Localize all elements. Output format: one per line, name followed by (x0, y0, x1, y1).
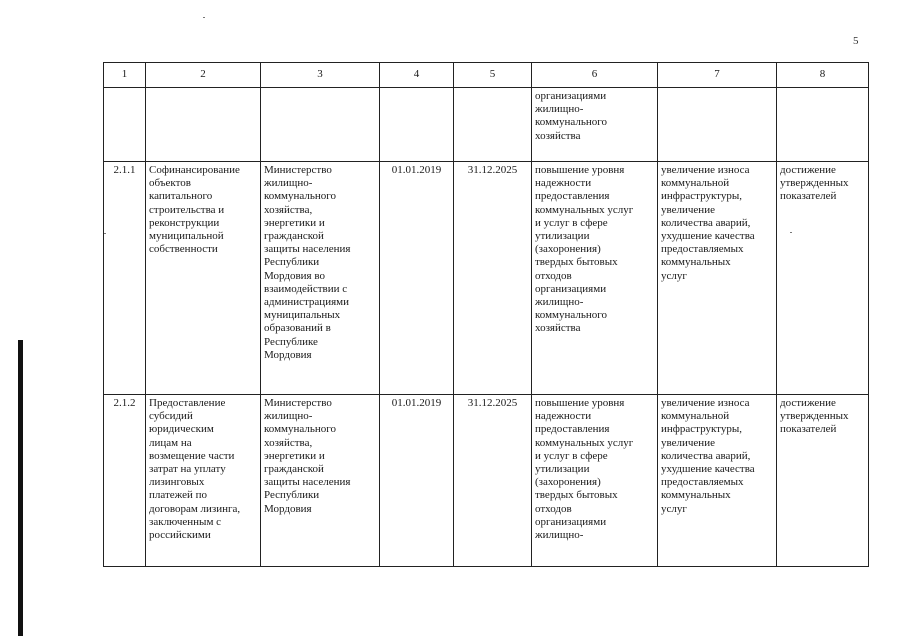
row-number-cell (104, 88, 146, 162)
executor-cell: Министерство жилищно- коммунального хозяйства, энергетики и гражданской защиты населения Республики Мордовия (261, 395, 380, 567)
column-header: 6 (532, 63, 658, 88)
column-header: 5 (454, 63, 532, 88)
scan-edge-artifact (18, 340, 23, 636)
measures-table (103, 62, 869, 567)
row-number-cell: 2.1.2 (104, 395, 146, 567)
measure-name-cell: Софинансирование объектов капитального строительства и реконструкции муниципальной собственности (146, 162, 261, 395)
consequence-cell: увеличение износа коммунальной инфраструктуры, увеличение количества аварий, ухудшение качества предоставляемых коммунальных услуг (658, 395, 777, 567)
indicator-cell: достижение утвержденных показателей (777, 162, 869, 395)
row-number-cell: 2.1.1 (104, 162, 146, 395)
measure-name-cell (146, 88, 261, 162)
executor-cell (261, 88, 380, 162)
end-date-cell: 31.12.2025 (454, 395, 532, 567)
start-date-cell: 01.01.2019 (380, 395, 454, 567)
column-header: 3 (261, 63, 380, 88)
measure-name-cell: Предоставление субсидий юридическим лицам на возмещение части затрат на уплату лизинговых платежей по договорам лизинга, заключенным с российскими (146, 395, 261, 567)
column-header: 7 (658, 63, 777, 88)
expected-result-cell: повышение уровня надежности предоставления коммунальных услуг и услуг в сфере утилизации (захоронения) твердых бытовых отходов организациями жилищно- (532, 395, 658, 567)
column-header: 4 (380, 63, 454, 88)
column-header: 2 (146, 63, 261, 88)
column-header: 8 (777, 63, 869, 88)
table-row (104, 88, 869, 162)
consequence-cell (658, 88, 777, 162)
table-row (104, 162, 869, 395)
end-date-cell (454, 88, 532, 162)
indicator-cell (777, 88, 869, 162)
expected-result-cell: повышение уровня надежности предоставления коммунальных услуг и услуг в сфере утилизации (захоронения) твердых бытовых отходов организациями жилищно- коммунального хозяйства (532, 162, 658, 395)
executor-cell: Министерство жилищно- коммунального хозяйства, энергетики и гражданской защиты населения Республики Мордовия во взаимодействии с администрациями муниципальных образований в Республике Мордовия (261, 162, 380, 395)
column-header: 1 (104, 63, 146, 88)
scan-speck (203, 17, 205, 18)
start-date-cell (380, 88, 454, 162)
table-header-row (104, 63, 869, 88)
expected-result-cell: организациями жилищно- коммунального хозяйства (532, 88, 658, 162)
start-date-cell: 01.01.2019 (380, 162, 454, 395)
end-date-cell: 31.12.2025 (454, 162, 532, 395)
table-row (104, 395, 869, 567)
page-number: 5 (853, 35, 859, 47)
indicator-cell: достижение утвержденных показателей (777, 395, 869, 567)
consequence-cell: увеличение износа коммунальной инфраструктуры, увеличение количества аварий, ухудшение качества предоставляемых коммунальных услуг (658, 162, 777, 395)
